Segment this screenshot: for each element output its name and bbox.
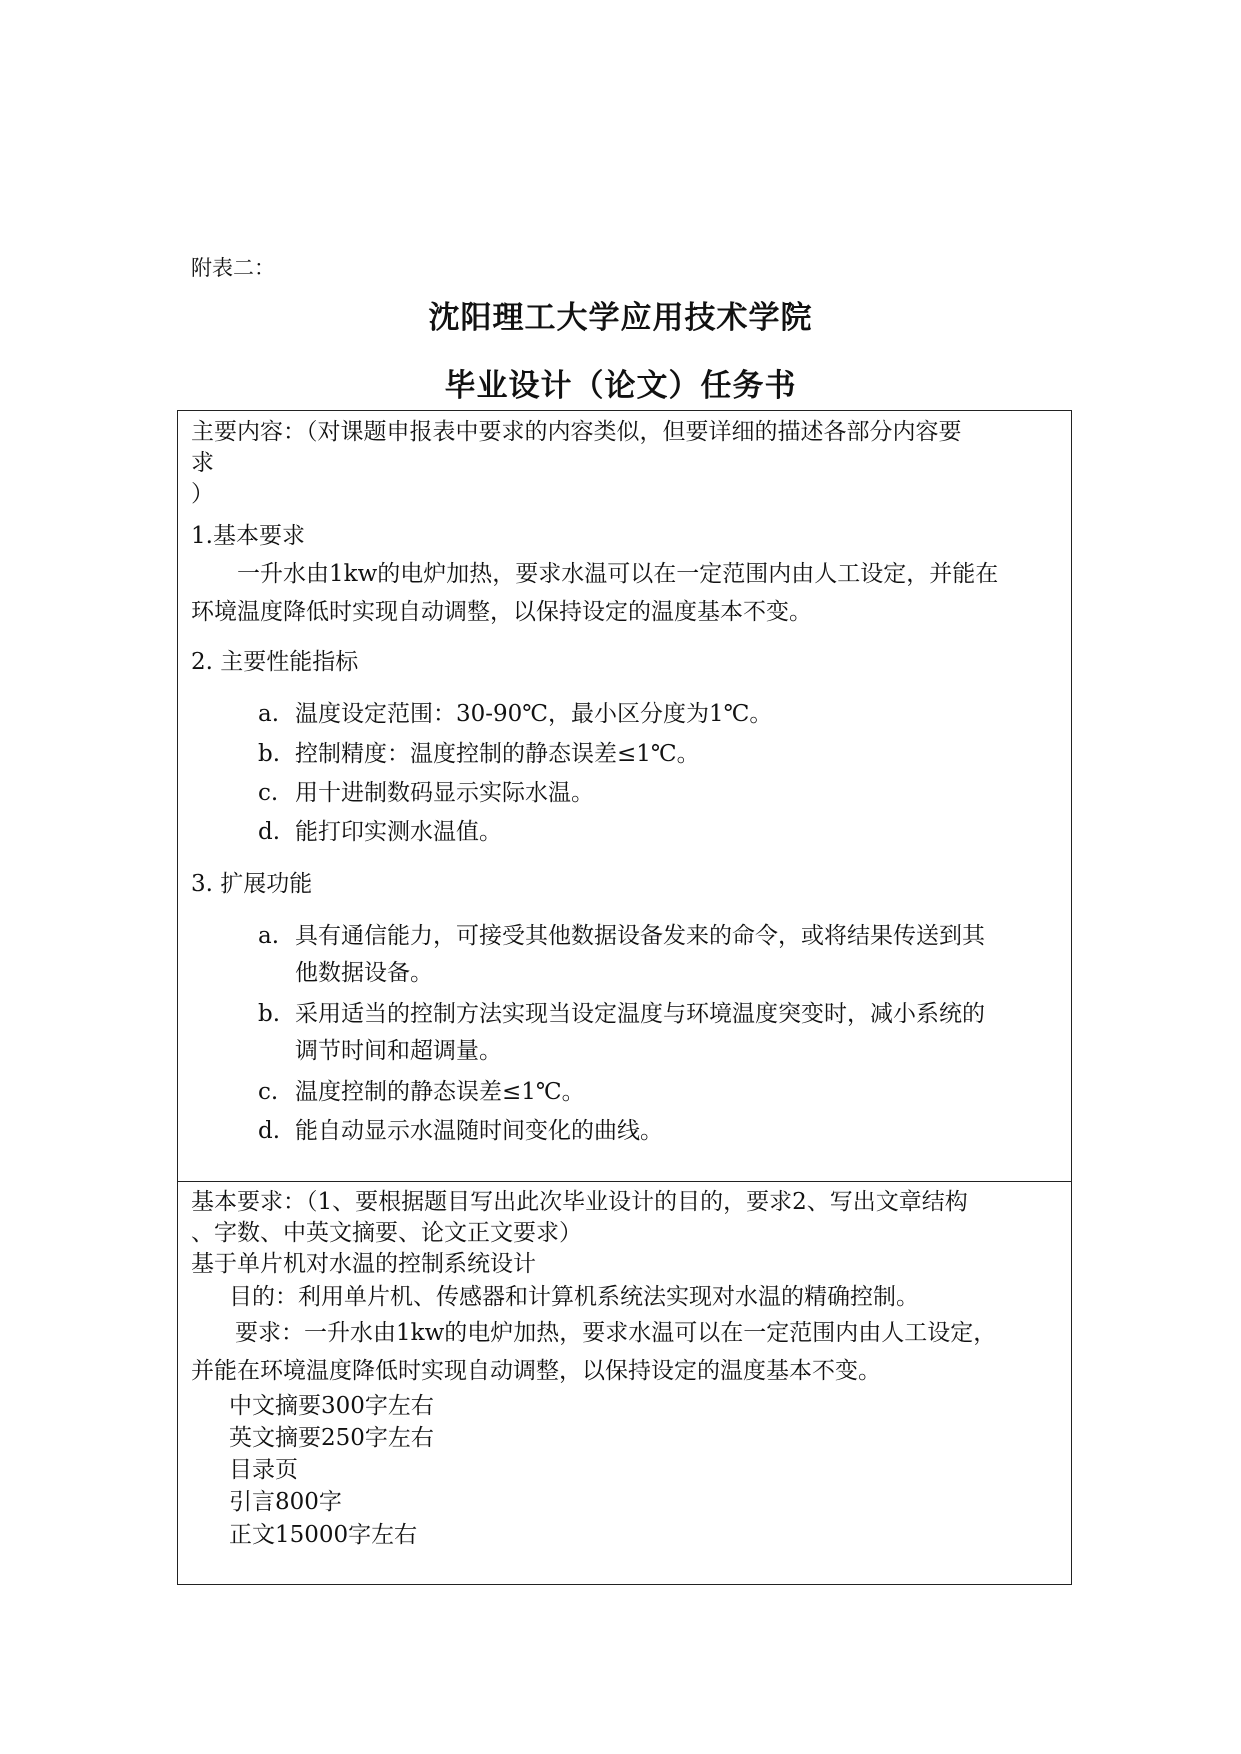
- structure-item: 引言800字: [229, 1489, 342, 1515]
- section-title-extended: 3. 扩展功能: [191, 871, 313, 897]
- list-marker: a.: [258, 701, 280, 727]
- structure-item: 目录页: [229, 1457, 298, 1483]
- requirement-text-line: 并能在环境温度降低时实现自动调整，以保持设定的温度基本不变。: [191, 1358, 881, 1384]
- list-item: 采用适当的控制方法实现当设定温度与环境温度突变时，减小系统的: [295, 1001, 985, 1027]
- institution-title: 沈阳理工大学应用技术学院: [428, 300, 813, 336]
- structure-item: 中文摘要300字左右: [229, 1393, 434, 1419]
- list-item-cont: 调节时间和超调量。: [295, 1038, 502, 1064]
- appendix-label: 附表二：: [191, 256, 275, 280]
- basic-requirements-box: [177, 1181, 1072, 1585]
- section-title-performance: 2. 主要性能指标: [191, 649, 359, 675]
- list-marker: b.: [258, 741, 281, 767]
- main-content-heading-cont: 求: [191, 450, 214, 476]
- list-marker: c.: [258, 1079, 279, 1105]
- document-title: 毕业设计（论文）任务书: [444, 368, 797, 404]
- structure-item: 英文摘要250字左右: [229, 1425, 434, 1451]
- list-item: 能自动显示水温随时间变化的曲线。: [295, 1118, 663, 1144]
- list-item: 用十进制数码显示实际水温。: [295, 780, 594, 806]
- list-item: 具有通信能力，可接受其他数据设备发来的命令，或将结果传送到其: [295, 923, 985, 949]
- list-marker: c.: [258, 780, 279, 806]
- main-content-heading-close: ）: [191, 481, 214, 507]
- main-content-box: [177, 410, 1072, 1182]
- list-item: 温度设定范围：30-90℃，最小区分度为1℃。: [295, 701, 773, 727]
- basic-text-line: 环境温度降低时实现自动调整，以保持设定的温度基本不变。: [191, 599, 812, 625]
- section-title-basic: 1.基本要求: [191, 523, 305, 549]
- list-marker: d.: [258, 1118, 281, 1144]
- purpose-text: 目的：利用单片机、传感器和计算机系统法实现对水温的精确控制。: [229, 1284, 919, 1310]
- list-item: 温度控制的静态误差≤1℃。: [295, 1079, 585, 1105]
- basic-requirements-heading-cont: 、字数、中英文摘要、论文正文要求）: [191, 1220, 582, 1246]
- list-marker: a.: [258, 923, 280, 949]
- list-marker: d.: [258, 819, 281, 845]
- structure-item: 正文15000字左右: [229, 1522, 418, 1548]
- thesis-topic: 基于单片机对水温的控制系统设计: [191, 1251, 536, 1277]
- list-item-cont: 他数据设备。: [295, 960, 433, 986]
- basic-requirements-heading: 基本要求：（1、要根据题目写出此次毕业设计的目的，要求2、写出文章结构: [191, 1189, 968, 1215]
- list-item: 控制精度：温度控制的静态误差≤1℃。: [295, 741, 700, 767]
- list-item: 能打印实测水温值。: [295, 819, 502, 845]
- basic-text-line: 一升水由1kw的电炉加热，要求水温可以在一定范围内由人工设定，并能在: [237, 561, 999, 587]
- main-content-heading: 主要内容：（对课题申报表中要求的内容类似，但要详细的描述各部分内容要: [191, 419, 962, 445]
- requirement-text-line: 要求：一升水由1kw的电炉加热，要求水温可以在一定范围内由人工设定，: [235, 1320, 997, 1346]
- list-marker: b.: [258, 1001, 281, 1027]
